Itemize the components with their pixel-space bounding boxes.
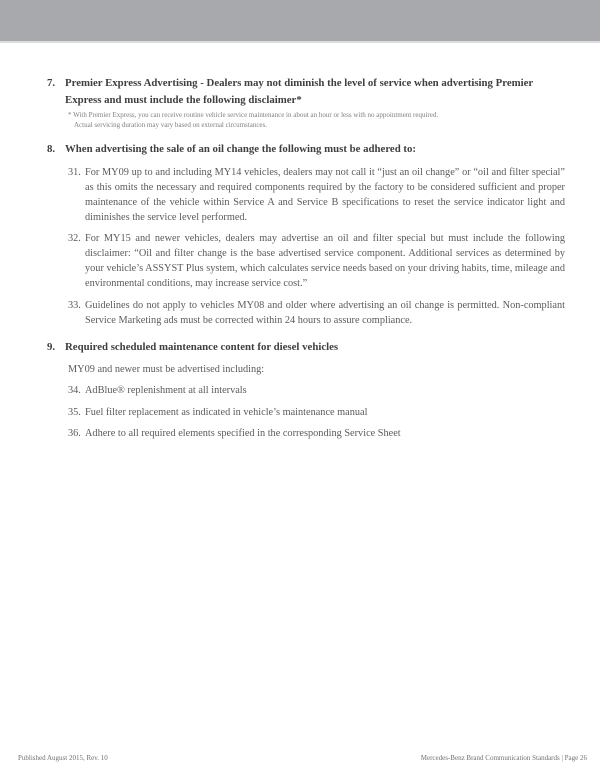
item-number: 36.	[68, 428, 81, 439]
page-footer	[18, 754, 587, 762]
item-number: 35.	[68, 406, 81, 418]
item-text: Guidelines do not apply to vehicles MY08 and older where advertising an oil change is permitted. Non-compliant Service Marketing ads must be corrected within 24 hours to assure compliance.	[85, 299, 565, 326]
page-content	[0, 43, 600, 441]
header-bar	[0, 0, 600, 43]
footer-document-title-page: Mercedes-Benz Brand Communication Standards | Page 26	[420, 754, 587, 762]
section-8	[47, 141, 565, 328]
list-item-34	[68, 383, 565, 398]
section-heading: When advertising the sale of an oil change the following must be adhered to:	[65, 143, 417, 155]
item-number: 31.	[68, 166, 81, 178]
section-number: 8.	[47, 143, 56, 155]
footer-publish-info: Published August 2015, Rev. 10	[18, 754, 108, 762]
item-number: 32.	[68, 233, 81, 244]
footnote-line-1: * With Premier Express, you can receive routine vehicle service maintenance in about an hour or less with no appointment required.	[68, 111, 439, 119]
footnote-line-2: Actual servicing duration may vary based on external circumstances.	[74, 120, 268, 129]
list-item-35	[68, 405, 565, 420]
section-9-heading-row	[47, 339, 565, 356]
section-number: 7.	[47, 77, 56, 89]
section-heading: Premier Express Advertising - Dealers may not diminish the level of service when advertising Premier Express and must include the following disclaimer*	[65, 77, 533, 106]
item-text: Fuel filter replacement as indicated in vehicle’s maintenance manual	[85, 406, 368, 418]
footnote	[68, 111, 565, 130]
item-text: For MY09 up to and including MY14 vehicles, dealers may not call it “just an oil change” or “oil and filter special” as this omits the necessary and required components required by the factory to be considered sufficient and proper maintenance of the vehicle within Service A and Service B specifications to reset the service indicator light and diminishes the service level performed.	[85, 166, 565, 223]
item-text: Adhere to all required elements specified in the corresponding Service Sheet	[85, 428, 401, 439]
item-text: AdBlue® replenishment at all intervals	[85, 385, 247, 396]
section-8-heading-row	[47, 141, 565, 158]
item-text: For MY15 and newer vehicles, dealers may advertise an oil and filter special but must include the following disclaimer: “Oil and filter change is the base advertised service component. Additional services as determined by your vehicle’s ASSYST Plus system, which calculates service needs based on your driving habits, time, mileage and environmental conditions, may increase service cost.”	[85, 233, 565, 289]
section-7-heading-row	[47, 75, 565, 108]
list-item-32	[68, 231, 565, 291]
section-heading: Required scheduled maintenance content for diesel vehicles	[65, 340, 339, 353]
list-item-33	[68, 298, 565, 328]
section-9	[47, 339, 565, 442]
section-7	[47, 75, 565, 130]
item-number: 34.	[68, 385, 81, 396]
list-item-36	[68, 426, 565, 441]
section-number: 9.	[47, 340, 56, 353]
item-number: 33.	[68, 299, 81, 311]
section-9-intro: MY09 and newer must be advertised including:	[68, 363, 265, 375]
list-item-31	[68, 165, 565, 225]
